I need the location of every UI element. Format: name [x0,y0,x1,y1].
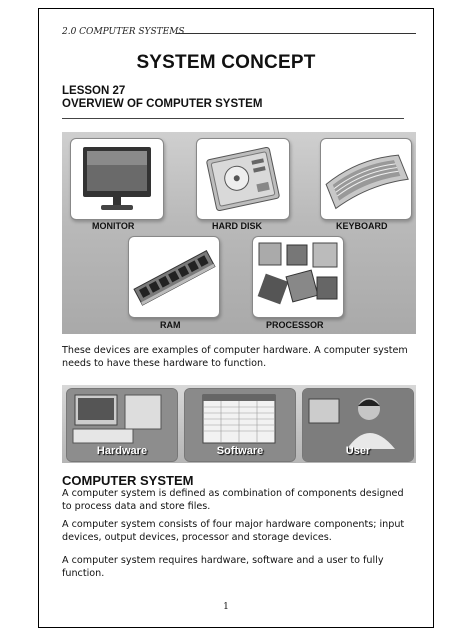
ram-icon [129,237,219,317]
keyboard-label: KEYBOARD [336,221,388,231]
monitor-card [70,138,164,220]
hard-disk-card [196,138,290,220]
monitor-label: MONITOR [92,221,135,231]
definition-paragraph: A computer system is defined as combination of components designed to process data and store files. [62,488,404,512]
software-tile [184,388,296,462]
hard-disk-label: HARD DISK [212,221,263,231]
lesson-title: OVERVIEW OF COMPUTER SYSTEM [62,98,263,110]
processor-card [252,236,344,318]
hardware-label: Hardware [96,445,148,457]
keyboard-icon [321,139,411,219]
page-number: 1 [223,602,229,612]
header-rule [176,33,416,34]
lesson-heading [62,85,262,111]
monitor-icon [71,139,163,219]
hard-disk-icon [197,139,289,219]
processor-icon [253,237,343,317]
lesson-number: LESSON 27 [62,85,126,97]
processor-label: PROCESSOR [266,320,324,330]
user-label: User [345,445,371,457]
components-paragraph: A computer system consists of four major hardware components; input devices, output devices, processor and storage devices. [62,519,405,543]
user-tile [302,388,414,462]
ram-card [128,236,220,318]
lesson-rule [62,118,404,119]
hardware-tile [66,388,178,462]
requirements-paragraph: A computer system requires hardware, software and a user to fully function. [62,555,384,579]
hardware-caption: These devices are examples of computer hardware. A computer system needs to have these hardware to function. [62,345,408,369]
ram-label: RAM [160,320,181,330]
system-components-figure [62,385,416,463]
keyboard-card [320,138,412,220]
page-title: SYSTEM CONCEPT [136,52,316,73]
running-header: 2.0 COMPUTER SYSTEMS [62,27,185,37]
section-title: COMPUTER SYSTEM [62,473,194,488]
hardware-devices-figure [62,132,416,334]
software-label: Software [216,445,264,457]
